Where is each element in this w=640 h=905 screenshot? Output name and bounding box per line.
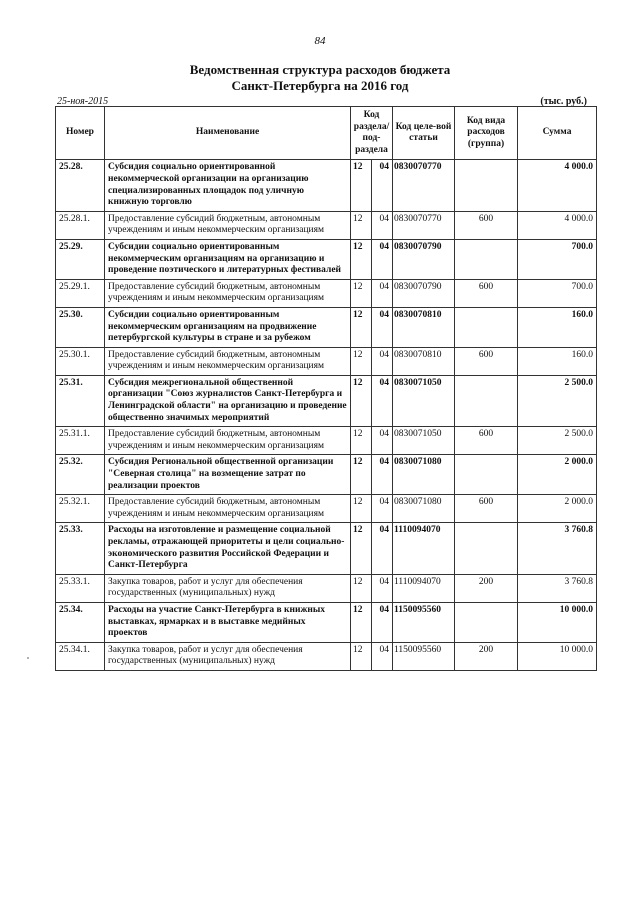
cell-amount: 2 000.0 [518,495,597,523]
cell-subsection: 04 [372,211,393,239]
table-row [56,211,597,239]
cell-section: 12 [351,523,372,574]
cell-subsection: 04 [372,239,393,279]
expenditure-table [55,106,597,671]
cell-section: 12 [351,307,372,347]
cell-section: 12 [351,495,372,523]
header-section: Код раздела/ под-раздела [351,107,393,160]
table-row [56,602,597,642]
cell-number: 25.29. [56,239,105,279]
cell-section: 12 [351,160,372,211]
cell-target-code: 0830071080 [393,495,455,523]
cell-target-code: 1110094070 [393,574,455,602]
cell-amount: 700.0 [518,239,597,279]
cell-name: Закупка товаров, работ и услуг для обеспечения государственных (муниципальных) нужд [105,574,351,602]
cell-subsection: 04 [372,427,393,455]
cell-target-code: 0830071080 [393,455,455,495]
cell-expense-type: 200 [455,574,518,602]
cell-subsection: 04 [372,375,393,426]
cell-name: Предоставление субсидий бюджетным, автономным учреждениям и иным некоммерческим организациям [105,427,351,455]
header-sum: Сумма [518,107,597,160]
cell-target-code: 0830070810 [393,347,455,375]
cell-expense-type: 200 [455,642,518,670]
table-header-row [56,107,597,160]
cell-expense-type [455,602,518,642]
page-number: 84 [314,35,326,47]
table-row [56,574,597,602]
scan-speck [27,657,29,659]
cell-name: Предоставление субсидий бюджетным, автономным учреждениям и иным некоммерческим организациям [105,347,351,375]
cell-expense-type [455,455,518,495]
cell-section: 12 [351,642,372,670]
table-row [56,347,597,375]
table-row [56,642,597,670]
cell-subsection: 04 [372,523,393,574]
cell-expense-type [455,160,518,211]
cell-target-code: 0830070770 [393,211,455,239]
cell-number: 25.31. [56,375,105,426]
cell-amount: 10 000.0 [518,642,597,670]
cell-subsection: 04 [372,495,393,523]
header-number: Номер [56,107,105,160]
cell-amount: 700.0 [518,279,597,307]
table-row [56,523,597,574]
document-title [0,62,640,94]
cell-amount: 3 760.8 [518,523,597,574]
cell-number: 25.31.1. [56,427,105,455]
cell-name: Закупка товаров, работ и услуг для обеспечения государственных (муниципальных) нужд [105,642,351,670]
cell-subsection: 04 [372,347,393,375]
cell-number: 25.33.1. [56,574,105,602]
cell-section: 12 [351,427,372,455]
cell-expense-type [455,239,518,279]
cell-number: 25.33. [56,523,105,574]
cell-section: 12 [351,347,372,375]
header-csr: Код целе-вой статьи [393,107,455,160]
cell-target-code: 0830070790 [393,239,455,279]
cell-target-code: 0830070770 [393,160,455,211]
cell-target-code: 1150095560 [393,642,455,670]
cell-expense-type [455,375,518,426]
cell-section: 12 [351,455,372,495]
table-row [56,375,597,426]
cell-subsection: 04 [372,574,393,602]
cell-amount: 3 760.8 [518,574,597,602]
cell-expense-type: 600 [455,427,518,455]
cell-target-code: 0830070810 [393,307,455,347]
cell-name: Субсидия межрегиональной общественной организации "Союз журналистов Санкт-Петербурга и Ленинградской области" на организацию и проведение общественно значимых мероприятий [105,375,351,426]
cell-name: Предоставление субсидий бюджетным, автономным учреждениям и иным некоммерческим организациям [105,279,351,307]
cell-name: Субсидия Региональной общественной организации "Северная столица" на возмещение затрат по реализации проектов [105,455,351,495]
table-row [56,239,597,279]
cell-target-code: 0830071050 [393,427,455,455]
table-row [56,455,597,495]
cell-amount: 2 500.0 [518,427,597,455]
units-label: (тыс. руб.) [540,96,587,107]
cell-name: Субсидии социально ориентированным некоммерческим организациям на организацию и проведение поэтического и литературных фестивалей [105,239,351,279]
title-line-1: Ведомственная структура расходов бюджета [189,62,451,77]
cell-number: 25.32.1. [56,495,105,523]
cell-number: 25.30. [56,307,105,347]
cell-amount: 160.0 [518,307,597,347]
cell-target-code: 0830070790 [393,279,455,307]
cell-target-code: 1110094070 [393,523,455,574]
cell-number: 25.28. [56,160,105,211]
cell-number: 25.34. [56,602,105,642]
cell-section: 12 [351,574,372,602]
cell-amount: 10 000.0 [518,602,597,642]
cell-subsection: 04 [372,160,393,211]
cell-number: 25.30.1. [56,347,105,375]
cell-target-code: 1150095560 [393,602,455,642]
cell-expense-type: 600 [455,495,518,523]
table-row [56,427,597,455]
cell-amount: 4 000.0 [518,211,597,239]
cell-subsection: 04 [372,642,393,670]
cell-amount: 2 000.0 [518,455,597,495]
table-body [56,160,597,671]
cell-amount: 2 500.0 [518,375,597,426]
cell-name: Расходы на изготовление и размещение социальной рекламы, отражающей приоритеты и цели социально-экономического развития Российской Федерации и Санкт-Петербурга [105,523,351,574]
cell-name: Предоставление субсидий бюджетным, автономным учреждениям и иным некоммерческим организациям [105,211,351,239]
cell-number: 25.34.1. [56,642,105,670]
cell-expense-type [455,523,518,574]
cell-amount: 160.0 [518,347,597,375]
cell-name: Расходы на участие Санкт-Петербурга в книжных выставках, ярмарках и в выставке медийных проектов [105,602,351,642]
cell-subsection: 04 [372,307,393,347]
cell-section: 12 [351,375,372,426]
table-row [56,160,597,211]
cell-number: 25.29.1. [56,279,105,307]
cell-expense-type: 600 [455,347,518,375]
header-vr: Код вида расходов (группа) [455,107,518,160]
header-name: Наименование [105,107,351,160]
cell-name: Субсидия социально ориентированной некоммерческой организации на организацию специализированных площадок под уличную книжную торговлю [105,160,351,211]
cell-section: 12 [351,602,372,642]
title-line-2: Санкт-Петербурга на 2016 год [231,78,409,93]
cell-amount: 4 000.0 [518,160,597,211]
cell-name: Предоставление субсидий бюджетным, автономным учреждениям и иным некоммерческим организациям [105,495,351,523]
cell-section: 12 [351,279,372,307]
cell-expense-type: 600 [455,211,518,239]
cell-subsection: 04 [372,602,393,642]
cell-expense-type: 600 [455,279,518,307]
cell-subsection: 04 [372,279,393,307]
table-row [56,279,597,307]
cell-name: Субсидии социально ориентированным некоммерческим организациям на продвижение петербургской культуры в стране и за рубежом [105,307,351,347]
table-row [56,495,597,523]
cell-section: 12 [351,239,372,279]
cell-target-code: 0830071050 [393,375,455,426]
cell-subsection: 04 [372,455,393,495]
cell-number: 25.32. [56,455,105,495]
cell-expense-type [455,307,518,347]
table-row [56,307,597,347]
document-date: 25-ноя-2015 [57,96,109,107]
cell-number: 25.28.1. [56,211,105,239]
cell-section: 12 [351,211,372,239]
